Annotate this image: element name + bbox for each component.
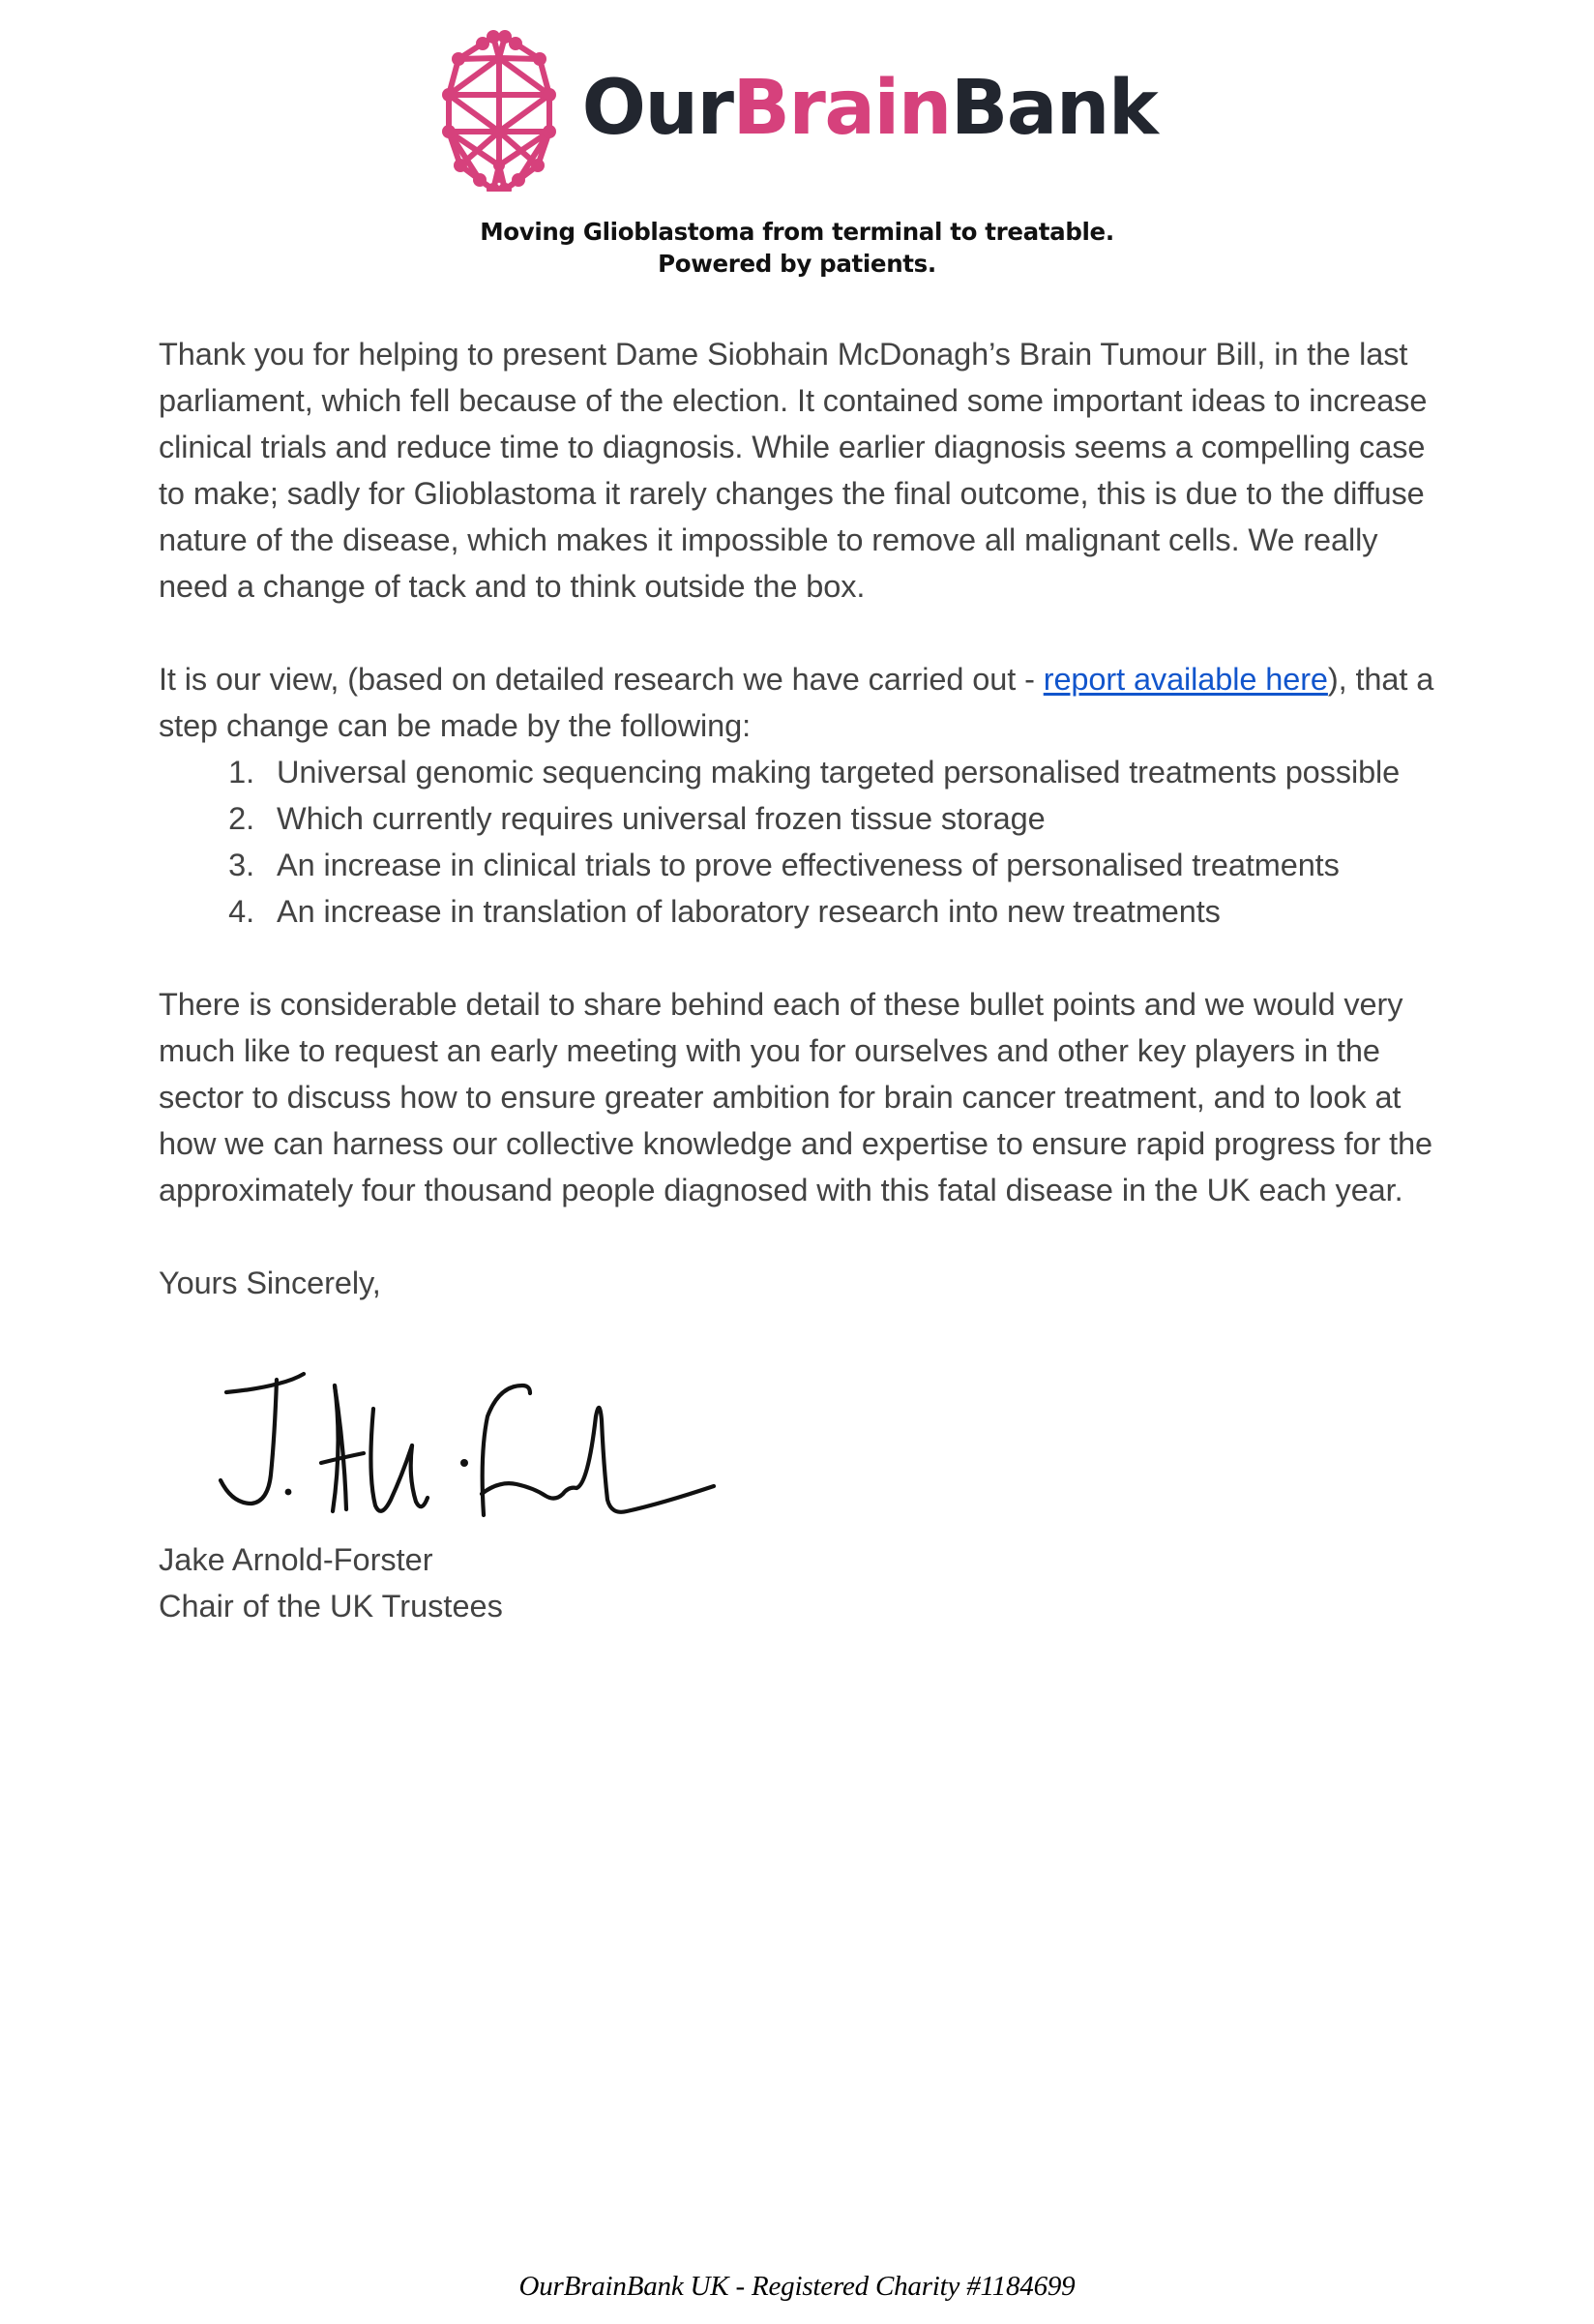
- key-points-list: [159, 749, 1455, 935]
- list-item: 3. An increase in clinical trials to prove effectiveness of personalised treatments: [263, 842, 1455, 888]
- spacer: [159, 610, 1455, 656]
- brain-network-icon: [437, 25, 561, 192]
- letterhead: [0, 0, 1594, 281]
- spacer: [159, 935, 1455, 981]
- paragraph-1: Thank you for helping to present Dame Siobhain McDonagh’s Brain Tumour Bill, in the last parliament, which fell because of the election. It contained some important ideas to increase clinical trials and reduce time to diagnosis. While earlier diagnosis seems a compelling case to make; sadly for Glioblastoma it rarely changes the final outcome, this is due to the diffuse nature of the disease, which makes it impossible to remove all malignant cells. We really need a change of tack and to think outside the box.: [159, 336, 1428, 604]
- paragraph-2-text-before-link: It is our view, (based on detailed research we have carried out -: [159, 661, 1044, 697]
- paragraph-2: [159, 656, 1455, 749]
- paragraph-2-text-after-link: ), that a step change can be made by the following:: [159, 661, 1434, 743]
- list-item: 2. Which currently requires universal frozen tissue storage: [263, 795, 1455, 842]
- footer-text: OurBrainBank UK - Registered Charity #1184699: [518, 2271, 1076, 2302]
- tagline: [480, 217, 1114, 281]
- signer-name: Jake Arnold-Forster: [159, 1541, 433, 1577]
- signer-title: Chair of the UK Trustees: [159, 1588, 503, 1624]
- footer: [0, 2271, 1594, 2303]
- paragraph-3: There is considerable detail to share behind each of these bullet points and we would very much like to request an early meeting with you for ourselves and other key players in the sector to discuss how to ensure greater ambition for brain cancer treatment, and to look at how we can harness our collective knowledge and expertise to ensure rapid progress for the approximately four thousand people diagnosed with this fatal disease in the UK each year.: [159, 986, 1433, 1207]
- handwritten-signature: [197, 1339, 739, 1523]
- wordmark: [581, 65, 1158, 152]
- tagline-line-1: Moving Glioblastoma from terminal to treatable.: [480, 218, 1114, 246]
- closing-salutation: Yours Sincerely,: [159, 1265, 381, 1300]
- wordmark-bank: Bank: [950, 65, 1158, 152]
- wordmark-our: Our: [581, 65, 733, 152]
- spacer: [159, 1213, 1455, 1260]
- report-available-here-link[interactable]: report available here: [1043, 661, 1328, 697]
- list-item: 4. An increase in translation of laboratory research into new treatments: [263, 888, 1455, 935]
- logo-lockup: [437, 25, 1158, 192]
- signature-block: [159, 1536, 1455, 1629]
- tagline-line-2: Powered by patients.: [658, 249, 936, 278]
- wordmark-brain: Brain: [732, 65, 951, 152]
- letter-body: [139, 331, 1455, 1629]
- list-item: 1. Universal genomic sequencing making targeted personalised treatments possible: [263, 749, 1455, 795]
